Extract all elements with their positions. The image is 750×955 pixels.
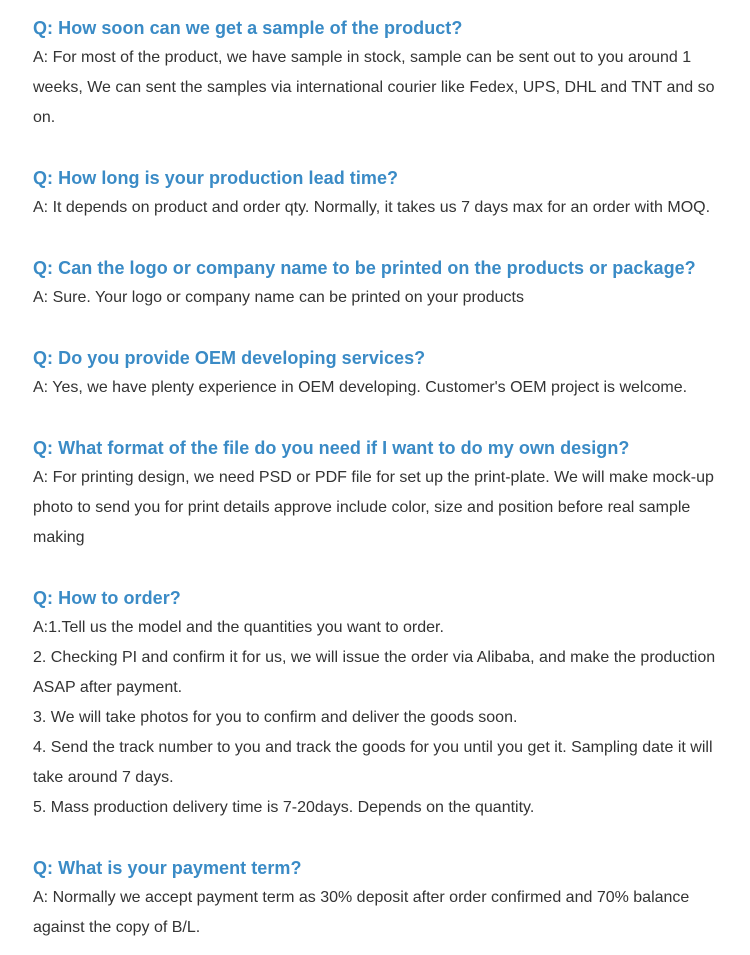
- faq-item-how-to-order: [33, 583, 723, 823]
- faq-answer: [33, 283, 723, 313]
- faq-answer: [33, 43, 723, 133]
- faq-answer-line: A: It depends on product and order qty. Normally, it takes us 7 days max for an order with MOQ.: [33, 199, 711, 216]
- faq-answer-line: A: Yes, we have plenty experience in OEM developing. Customer's OEM project is welcome.: [33, 379, 688, 396]
- faq-item-lead-time: [33, 163, 723, 223]
- faq-answer-line: A: For most of the product, we have sample in stock, sample can be sent out to you around 1 weeks, We can sent the samples via international courier like Fedex, UPS, DHL and TNT and so on.: [33, 49, 715, 126]
- faq-question: Q: How to order?: [33, 588, 181, 608]
- faq-item-file-format: [33, 433, 723, 553]
- faq-answer: [33, 463, 723, 553]
- faq-item-oem-services: [33, 343, 723, 403]
- faq-question: Q: How long is your production lead time?: [33, 168, 399, 188]
- faq-answer-line: A: For printing design, we need PSD or PDF file for set up the print-plate. We will make mock-up photo to send you for print details approve include color, size and position before real sample making: [33, 469, 714, 546]
- faq-question: Q: What format of the file do you need if I want to do my own design?: [33, 438, 630, 458]
- faq-question: Q: Do you provide OEM developing services?: [33, 348, 426, 368]
- faq-answer-line: 4. Send the track number to you and track the goods for you until you get it. Sampling date it will take around 7 days.: [33, 739, 713, 786]
- faq-answer-line: A:1.Tell us the model and the quantities you want to order.: [33, 619, 444, 636]
- faq-question: Q: Can the logo or company name to be printed on the products or package?: [33, 258, 696, 278]
- faq-question: Q: How soon can we get a sample of the product?: [33, 18, 463, 38]
- faq-answer: [33, 193, 723, 223]
- faq-answer: [33, 373, 723, 403]
- faq-answer-line: A: Normally we accept payment term as 30% deposit after order confirmed and 70% balance against the copy of B/L.: [33, 889, 690, 936]
- faq-answer-line: 3. We will take photos for you to confirm and deliver the goods soon.: [33, 709, 518, 726]
- faq-answer-line: 2. Checking PI and confirm it for us, we will issue the order via Alibaba, and make the production ASAP after payment.: [33, 649, 716, 696]
- faq-answer-line: 5. Mass production delivery time is 7-20days. Depends on the quantity.: [33, 799, 535, 816]
- faq-answer: [33, 883, 723, 943]
- faq-answer-line: A: Sure. Your logo or company name can be printed on your products: [33, 289, 524, 306]
- faq-question: Q: What is your payment term?: [33, 858, 302, 878]
- faq-item-payment-term: [33, 853, 723, 943]
- faq-answer: [33, 613, 723, 823]
- faq-item-logo-printing: [33, 253, 723, 313]
- faq-item-sample-time: [33, 13, 723, 133]
